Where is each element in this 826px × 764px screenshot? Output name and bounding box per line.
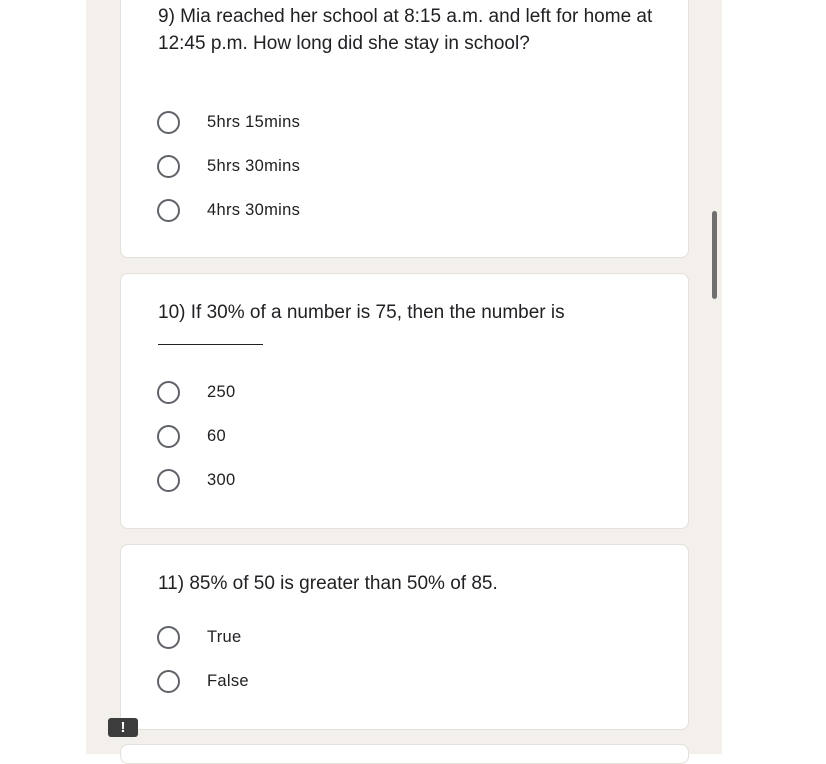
option-label: 5hrs 30mins bbox=[207, 156, 301, 175]
option-250[interactable] bbox=[157, 377, 235, 407]
option-false[interactable] bbox=[157, 666, 249, 696]
option-5hrs-15mins[interactable] bbox=[157, 107, 300, 137]
question-card-11 bbox=[120, 544, 689, 730]
radio-button[interactable] bbox=[157, 155, 180, 178]
radio-button[interactable] bbox=[157, 111, 180, 134]
option-label: 5hrs 15mins bbox=[207, 112, 301, 131]
radio-button[interactable] bbox=[157, 199, 180, 222]
exclamation-icon[interactable]: ! bbox=[108, 718, 138, 737]
option-300[interactable] bbox=[157, 465, 235, 495]
radio-button[interactable] bbox=[157, 425, 180, 448]
option-5hrs-30mins[interactable] bbox=[157, 151, 300, 181]
option-label: False bbox=[207, 671, 249, 690]
radio-button[interactable] bbox=[157, 469, 180, 492]
question-text-10 bbox=[158, 300, 568, 353]
question-text-11: 11) 85% of 50 is greater than 50% of 85. bbox=[158, 573, 498, 594]
option-true[interactable] bbox=[157, 622, 242, 652]
answer-blank bbox=[158, 328, 263, 345]
option-label: 300 bbox=[207, 470, 236, 489]
question-card-10 bbox=[120, 273, 689, 529]
question-card-9 bbox=[120, 0, 689, 258]
radio-button[interactable] bbox=[157, 670, 180, 693]
question-card-next bbox=[120, 744, 689, 764]
option-label: 4hrs 30mins bbox=[207, 200, 301, 219]
question-text-10-content: 10) If 30% of a number is 75, then the number is bbox=[158, 302, 565, 323]
option-label: 60 bbox=[207, 426, 226, 445]
radio-button[interactable] bbox=[157, 381, 180, 404]
scrollbar-thumb[interactable] bbox=[712, 211, 717, 299]
option-4hrs-30mins[interactable] bbox=[157, 195, 300, 225]
option-60[interactable] bbox=[157, 421, 226, 451]
question-text-9: 9) Mia reached her school at 8:15 a.m. and left for home at 12:45 p.m. How long did she stay in school? bbox=[158, 6, 653, 54]
option-label: True bbox=[207, 627, 242, 646]
option-label: 250 bbox=[207, 382, 236, 401]
radio-button[interactable] bbox=[157, 626, 180, 649]
